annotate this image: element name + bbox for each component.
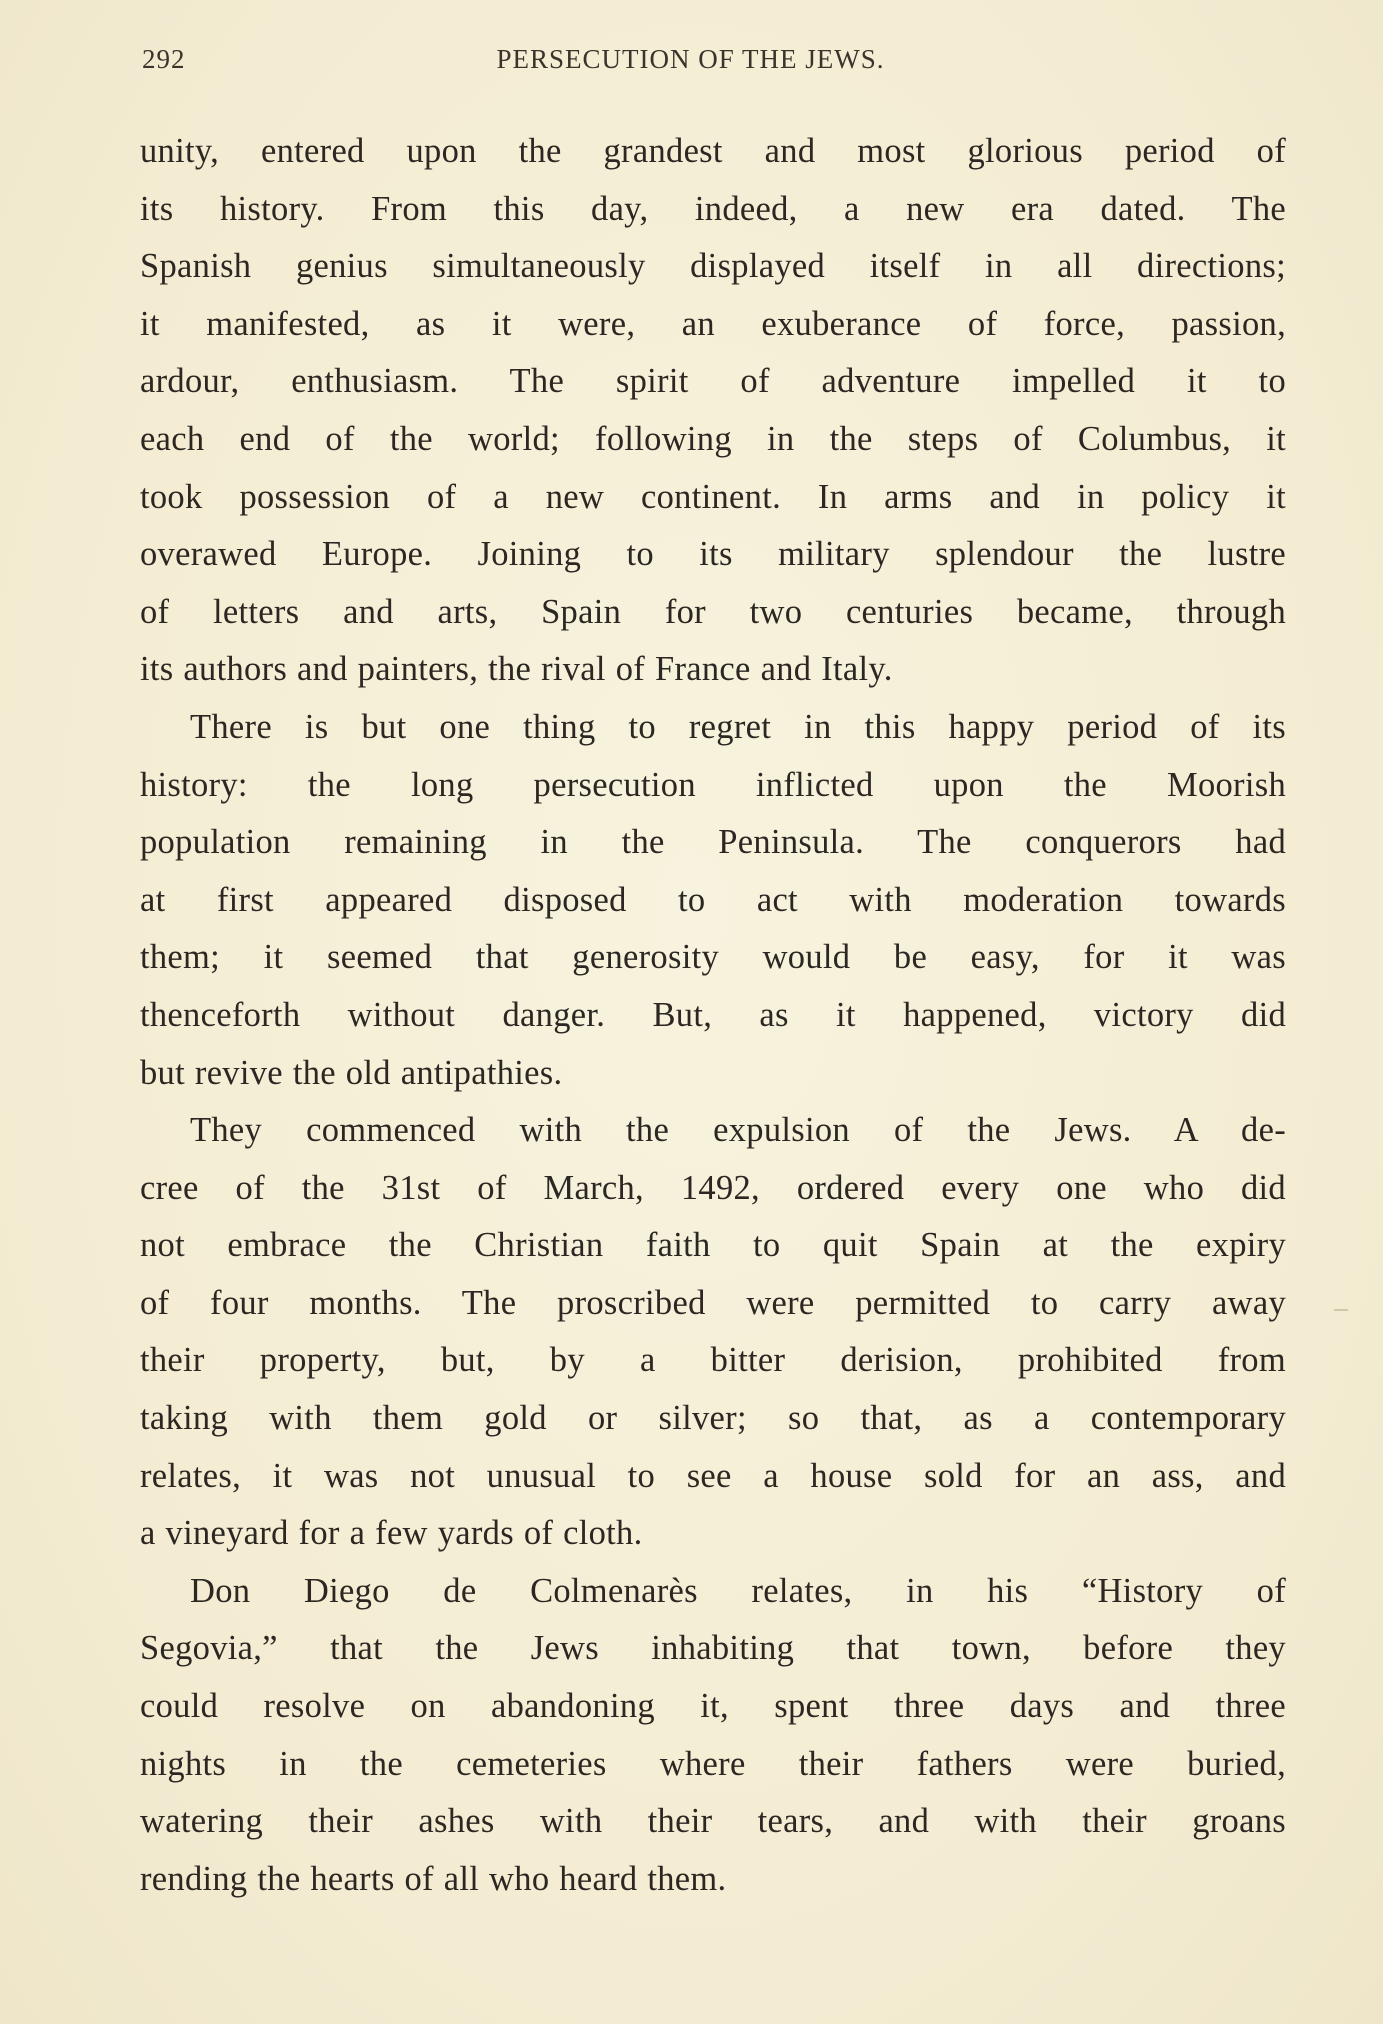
text-line: them; it seemed that generosity would be easy, for it was bbox=[140, 938, 1286, 977]
text-line: took possession of a new continent. In arms and in policy it bbox=[140, 477, 1286, 516]
text-line: of letters and arts, Spain for two centuries became, through bbox=[140, 592, 1286, 631]
text-line: unity, entered upon the grandest and most glorious period of bbox=[140, 132, 1286, 170]
text-line: each end of the world; following in the steps of Columbus, it bbox=[140, 419, 1286, 458]
text-line: thenceforth without danger. But, as it happened, victory did bbox=[140, 995, 1286, 1034]
text-line: its authors and painters, the rival of France and Italy. bbox=[140, 650, 893, 689]
text-line: watering their ashes with their tears, and with their groans bbox=[140, 1802, 1286, 1841]
text-line: nights in the cemeteries where their fathers were buried, bbox=[140, 1744, 1286, 1783]
text-line: at first appeared disposed to act with moderation towards bbox=[140, 880, 1286, 919]
text-line: of four months. The proscribed were permitted to carry away bbox=[140, 1283, 1286, 1322]
running-head bbox=[142, 44, 1279, 88]
margin-mark bbox=[1334, 1309, 1348, 1311]
text-line: They commenced with the expulsion of the Jews. A de- bbox=[190, 1111, 1286, 1150]
text-line: not embrace the Christian faith to quit Spain at the expiry bbox=[140, 1226, 1286, 1265]
text-line: a vineyard for a few yards of cloth. bbox=[140, 1514, 643, 1553]
text-line: population remaining in the Peninsula. The conquerors had bbox=[140, 823, 1286, 862]
text-line: Don Diego de Colmenarès relates, in his “History of bbox=[190, 1571, 1286, 1610]
text-line: could resolve on abandoning it, spent three days and three bbox=[140, 1687, 1286, 1726]
text-line: history: the long persecution inflicted upon the Moorish bbox=[140, 765, 1286, 804]
text-line: ardour, enthusiasm. The spirit of adventure impelled it to bbox=[140, 362, 1286, 401]
text-line: There is but one thing to regret in this happy period of its bbox=[190, 707, 1286, 746]
text-line: rending the hearts of all who heard them. bbox=[140, 1859, 727, 1898]
text-line: relates, it was not unusual to see a house sold for an ass, and bbox=[140, 1456, 1286, 1495]
body-text bbox=[140, 123, 1286, 1908]
text-line: it manifested, as it were, an exuberance of force, passion, bbox=[140, 304, 1286, 343]
text-line: overawed Europe. Joining to its military splendour the lustre bbox=[140, 535, 1286, 574]
text-line: but revive the old antipathies. bbox=[140, 1053, 563, 1092]
text-line: their property, but, by a bitter derision, prohibited from bbox=[140, 1341, 1286, 1380]
text-line: cree of the 31st of March, 1492, ordered every one who did bbox=[140, 1168, 1286, 1207]
text-line: taking with them gold or silver; so that, as a contemporary bbox=[140, 1399, 1286, 1438]
page-number: 292 bbox=[142, 44, 186, 74]
text-line: Segovia,” that the Jews inhabiting that town, before they bbox=[140, 1629, 1286, 1668]
text-line: Spanish genius simultaneously displayed itself in all directions; bbox=[140, 247, 1286, 286]
text-line: its history. From this day, indeed, a new era dated. The bbox=[140, 189, 1286, 228]
running-title: PERSECUTION OF THE JEWS. bbox=[496, 44, 885, 74]
